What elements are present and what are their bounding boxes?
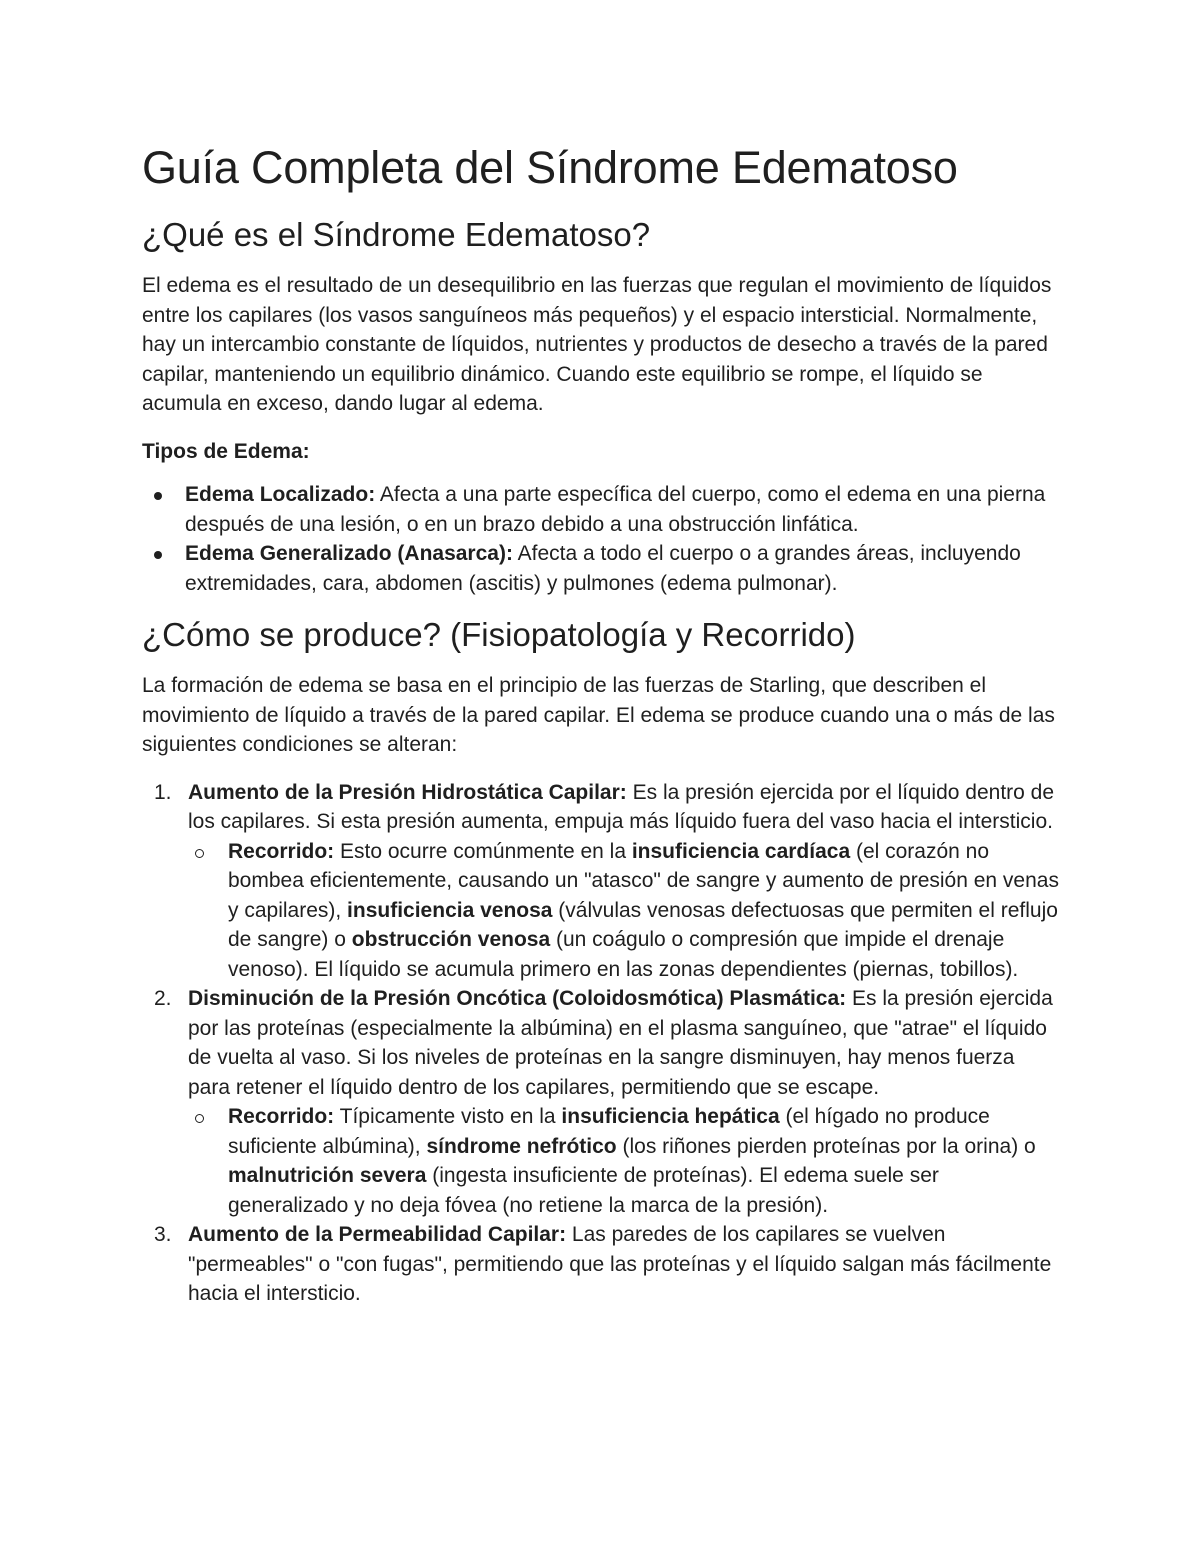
sub-item-text: Esto ocurre comúnmente en la bbox=[334, 839, 632, 863]
list-item-text: Afecta a una parte específica del cuerpo, como el edema en una pierna después de una lesión, o en un brazo debido a una obstrucción linfática. bbox=[185, 483, 1046, 536]
sub-list bbox=[188, 837, 1062, 985]
mechanisms-list bbox=[142, 778, 1062, 1309]
types-subheading: Tipos de Edema: bbox=[142, 439, 310, 463]
sub-item-text: (el hígado no produce suficiente albúmina), bbox=[228, 1105, 990, 1158]
sub-item-text: (los riñones pierden proteínas por la orina) o bbox=[616, 1134, 1036, 1158]
sub-item-emphasis: obstrucción venosa bbox=[351, 928, 551, 952]
sub-item-text: Típicamente visto en la bbox=[334, 1105, 562, 1129]
circle-bullet-icon bbox=[195, 849, 204, 858]
sub-item-text: (el corazón no bombea eficientemente, causando un "atasco" de sangre y aumento de presión en venas y capilares), bbox=[228, 839, 1059, 922]
edema-types-list bbox=[142, 480, 1062, 598]
sub-list-item bbox=[188, 1102, 1062, 1220]
list-item-label: Aumento de la Presión Hidrostática Capilar: bbox=[188, 780, 627, 804]
sub-list bbox=[188, 1102, 1062, 1220]
list-item-label: Edema Generalizado (Anasarca): bbox=[185, 542, 513, 566]
sub-list-item bbox=[188, 837, 1062, 985]
sub-item-label: Recorrido: bbox=[228, 1105, 335, 1129]
list-item-text: Es la presión ejercida por las proteínas (especialmente la albúmina) en el plasma sanguíneo, que "atrae" el líquido de vuelta al vaso. Si los niveles de proteínas en la sangre disminuyen, hay menos fuerza para retener el líquido dentro de los capilares, permitiendo que se escape. bbox=[188, 987, 1053, 1099]
sub-item-emphasis: malnutrición severa bbox=[228, 1164, 427, 1188]
list-item-text: Las paredes de los capilares se vuelven "permeables" o "con fugas", permitiendo que las proteínas y el líquido salgan más fácilmente hacia el intersticio. bbox=[188, 1223, 1052, 1306]
circle-bullet-icon bbox=[195, 1114, 204, 1123]
sub-item-text: (ingesta insuficiente de proteínas). El edema suele ser generalizado y no deja fóvea (no retiene la marca de la presión). bbox=[228, 1164, 939, 1217]
document-title: Guía Completa del Síndrome Edematoso bbox=[142, 142, 958, 193]
list-item-label: Aumento de la Permeabilidad Capilar: bbox=[188, 1223, 567, 1247]
list-item bbox=[142, 778, 1062, 985]
sub-item-text: (válvulas venosas defectuosas que permiten el reflujo de sangre) o bbox=[228, 898, 1058, 952]
sub-item-label: Recorrido: bbox=[228, 839, 335, 863]
list-number: 2. bbox=[154, 987, 172, 1011]
list-item-label: Disminución de la Presión Oncótica (Coloidosmótica) Plasmática: bbox=[188, 987, 847, 1011]
sub-item-emphasis: insuficiencia hepática bbox=[561, 1105, 780, 1129]
list-number: 1. bbox=[154, 780, 172, 804]
list-item bbox=[142, 480, 1062, 539]
sub-item-emphasis: insuficiencia venosa bbox=[347, 898, 553, 922]
list-number: 3. bbox=[154, 1223, 172, 1247]
document-page bbox=[142, 140, 1062, 1309]
sub-item-emphasis: insuficiencia cardíaca bbox=[631, 839, 851, 863]
sub-item-text: (un coágulo o compresión que impide el drenaje venoso). El líquido se acumula primero en las zonas dependientes (piernas, tobillos). bbox=[228, 928, 1019, 981]
starling-paragraph: La formación de edema se basa en el principio de las fuerzas de Starling, que describen el movimiento de líquido a través de la pared capilar. El edema se produce cuando una o más de las siguientes condiciones se alteran: bbox=[142, 674, 1055, 757]
list-item-text: Afecta a todo el cuerpo o a grandes áreas, incluyendo extremidades, cara, abdomen (ascitis) y pulmones (edema pulmonar). bbox=[185, 542, 1021, 595]
intro-paragraph: El edema es el resultado de un desequilibrio en las fuerzas que regulan el movimiento de líquidos entre los capilares (los vasos sanguíneos más pequeños) y el espacio intersticial. Normalmente, hay un intercambio constante de líquidos, nutrientes y productos de desecho a través de la pared capilar, manteniendo un equilibrio dinámico. Cuando este equilibrio se rompe, el líquido se acumula en exceso, dando lugar al edema. bbox=[142, 274, 1052, 416]
list-item-label: Edema Localizado: bbox=[185, 483, 376, 507]
list-item bbox=[142, 539, 1062, 598]
list-item bbox=[142, 984, 1062, 1220]
bullet-icon bbox=[154, 492, 162, 500]
section-heading-how: ¿Cómo se produce? (Fisiopatología y Recorrido) bbox=[142, 616, 856, 654]
list-item-text: Es la presión ejercida por el líquido dentro de los capilares. Si esta presión aumenta, empuja más líquido fuera del vaso hacia el intersticio. bbox=[188, 780, 1055, 834]
bullet-icon bbox=[154, 551, 162, 559]
list-item bbox=[142, 1220, 1062, 1309]
sub-item-emphasis: síndrome nefrótico bbox=[426, 1134, 617, 1158]
section-heading-what-is: ¿Qué es el Síndrome Edematoso? bbox=[142, 216, 651, 254]
